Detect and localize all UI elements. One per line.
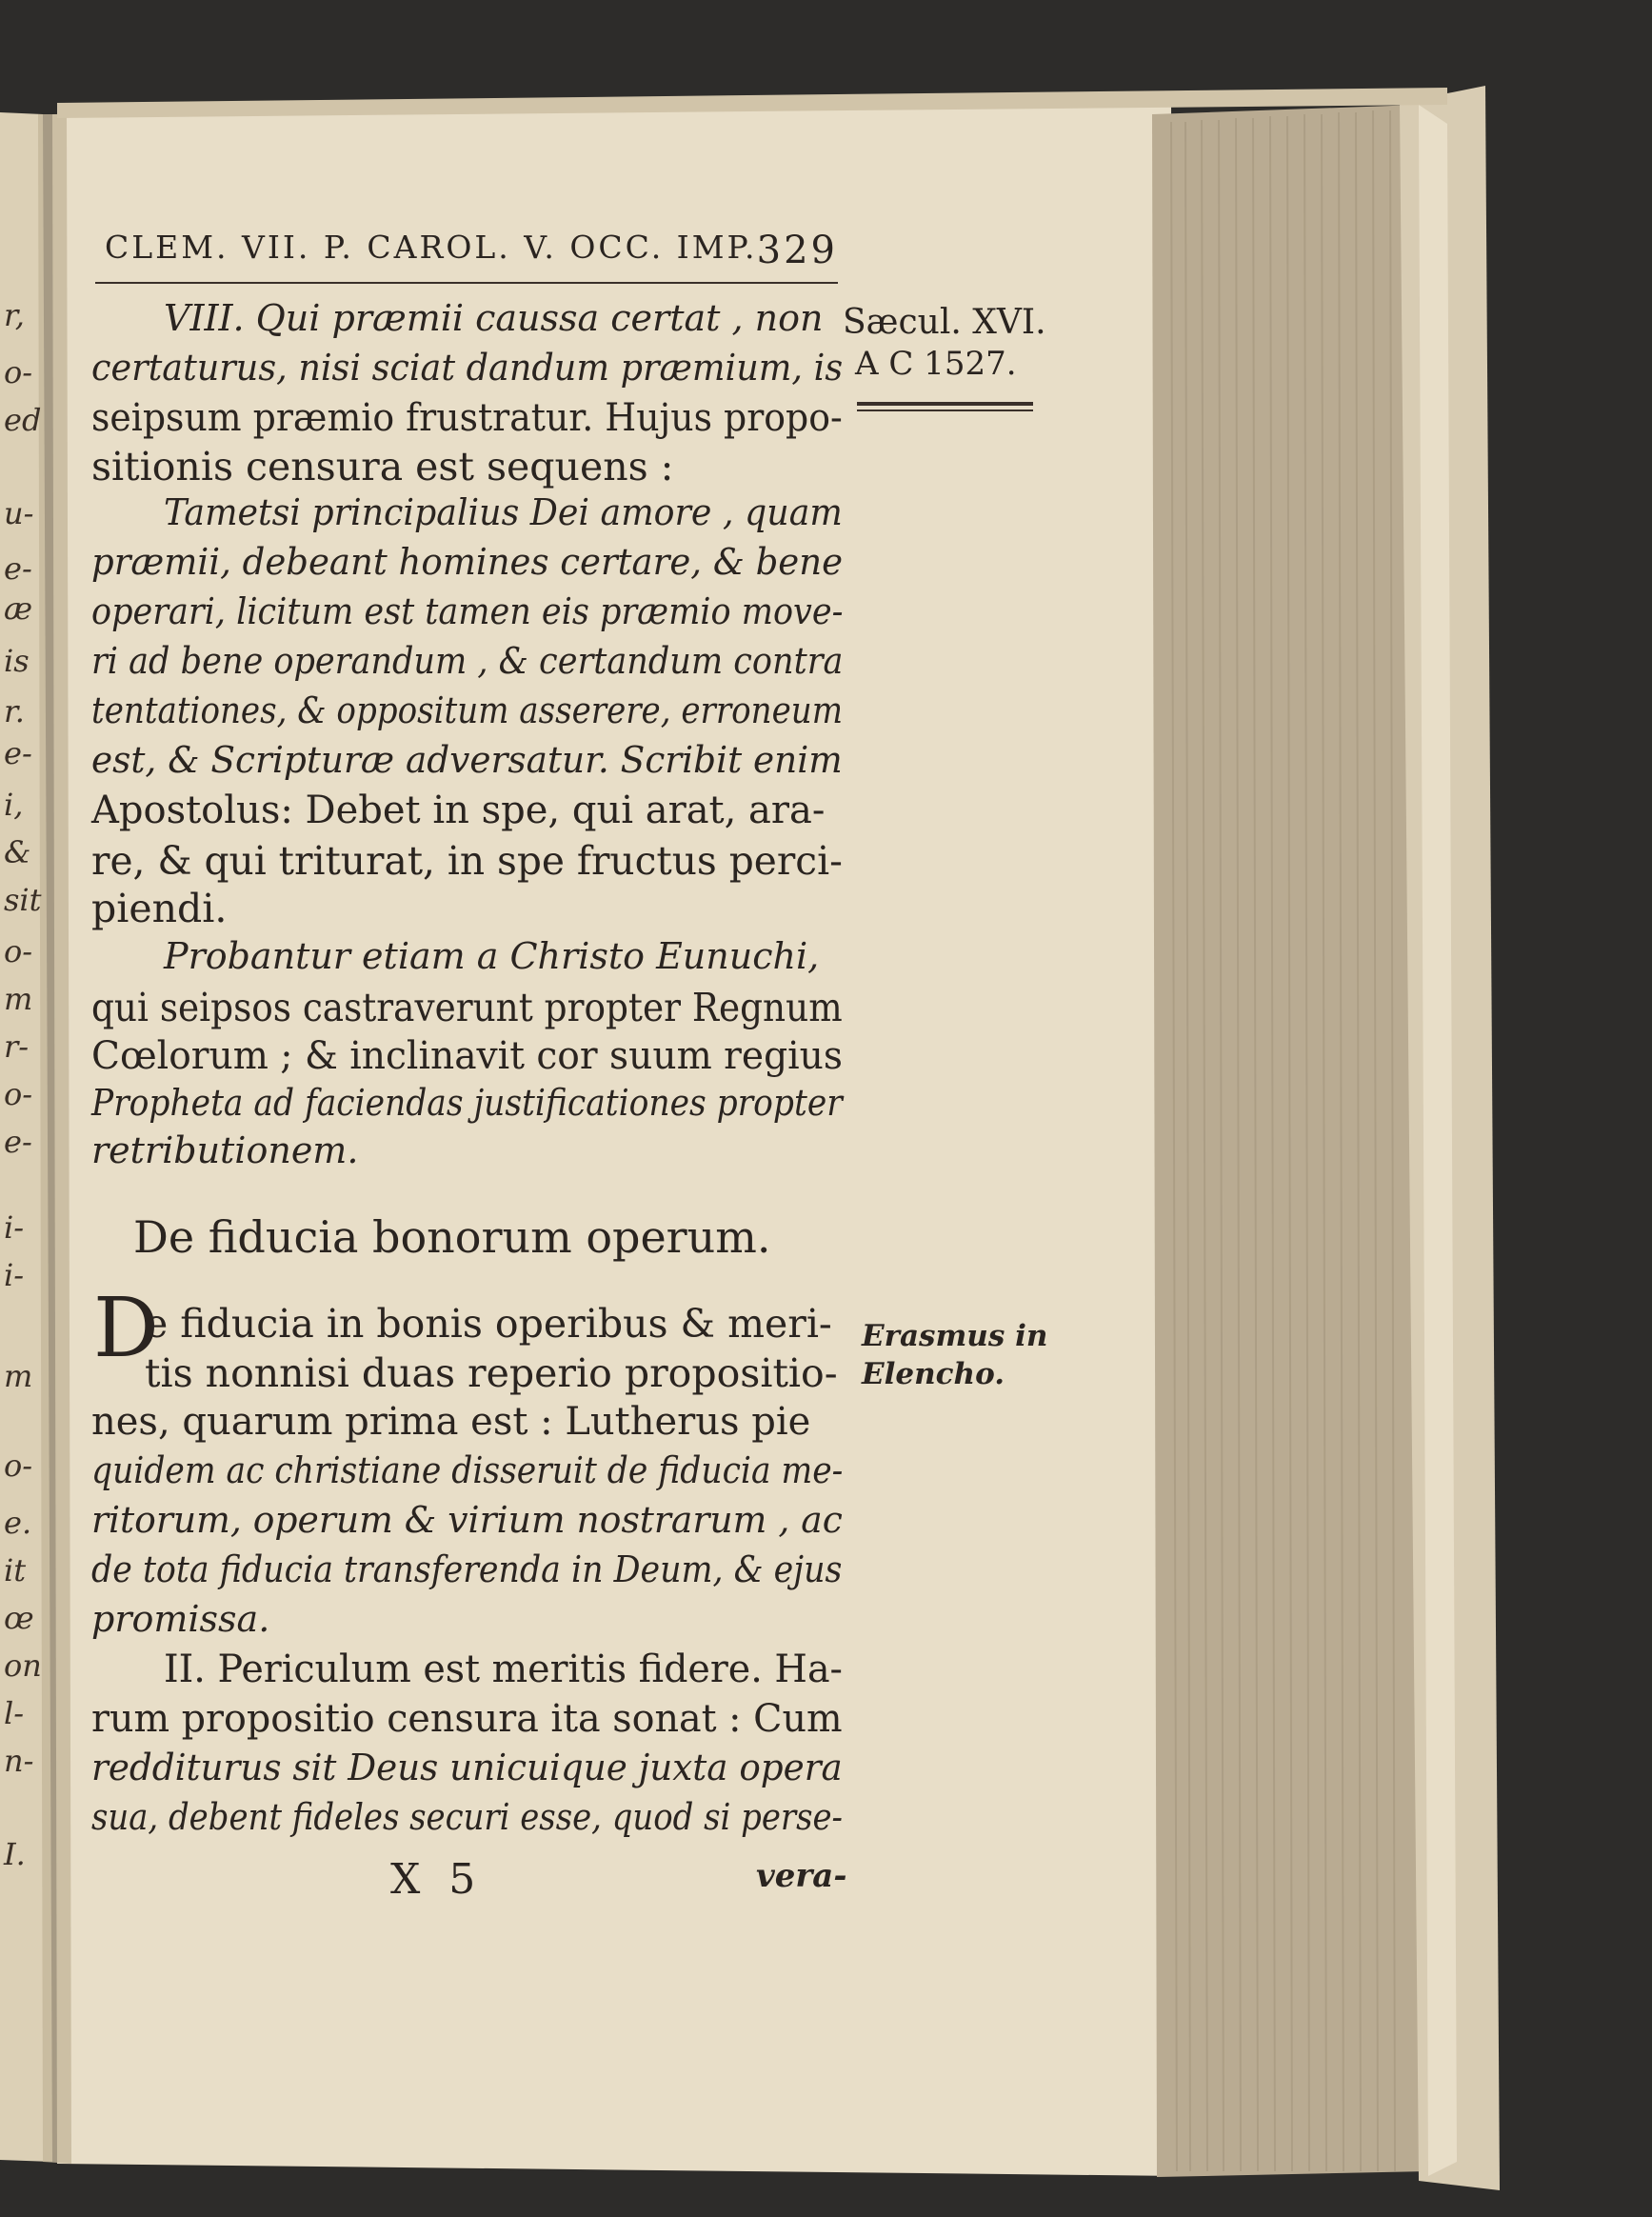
text-line: redditurus sit Deus unicuique juxta opera — [91, 1747, 843, 1788]
left-fragment: i- — [4, 1209, 25, 1246]
left-fragment: r. — [4, 693, 25, 729]
text-line: ritorum, operum & virium nostrarum , ac — [91, 1499, 843, 1541]
left-fragment: m — [4, 981, 33, 1017]
left-fragment: m — [4, 1358, 33, 1394]
catchword: vera- — [756, 1857, 847, 1895]
left-fragment: o- — [4, 1448, 33, 1484]
text-line: Propheta ad faciendas justificationes propter — [91, 1082, 843, 1124]
left-fragment: I. — [4, 1836, 26, 1872]
text-line: certaturus, nisi sciat dandum præmium, is — [91, 347, 844, 389]
left-fragment: on — [4, 1648, 42, 1684]
drop-cap: D — [93, 1281, 159, 1376]
left-fragment: r- — [4, 1029, 30, 1065]
left-fragment: o- — [4, 933, 33, 969]
left-fragment: l- — [4, 1695, 25, 1731]
left-fragment: sit — [4, 882, 42, 918]
text-line: VIII. Qui præmii caussa certat , non — [164, 297, 824, 339]
text-line: Tametsi principalius Dei amore , quam — [164, 491, 843, 533]
margin-note-elencho: Elencho. — [862, 1357, 1005, 1391]
header-rule — [95, 282, 838, 284]
left-fragment: e- — [4, 1124, 32, 1160]
text-line: retributionem. — [91, 1129, 359, 1171]
left-fragment: i- — [4, 1257, 25, 1293]
text-line: nes, quarum prima est : Lutherus pie — [91, 1400, 811, 1444]
text-line: seipsum præmio frustratur. Hujus propo- — [91, 396, 843, 440]
text-line: re, & qui triturat, in spe fructus perci- — [91, 838, 843, 884]
text-line: de tota fiducia transferenda in Deum, & ejus — [91, 1548, 843, 1590]
text-line: operari, licitum est tamen eis præmio move- — [91, 590, 844, 632]
margin-note-saeculum: Sæcul. XVI. — [843, 303, 1046, 342]
left-fragment: i, — [4, 787, 24, 823]
text-line: præmii, debeant homines certare, & bene — [91, 541, 844, 583]
margin-note-rule — [857, 409, 1033, 411]
left-fragment: is — [4, 643, 30, 679]
left-fragment: r, — [4, 297, 25, 333]
margin-note-rule — [857, 402, 1033, 406]
text-line: quidem ac christiane disseruit de fiducia me- — [91, 1449, 844, 1491]
left-fragment: e- — [4, 735, 32, 771]
text-line: Cœlorum ; & inclinavit cor suum regius — [91, 1034, 843, 1078]
left-fragment: u- — [4, 495, 34, 531]
margin-note-anno: A C 1527. — [855, 345, 1017, 383]
left-fragment: ed — [4, 402, 42, 438]
text-line: rum propositio censura ita sonat : Cum — [91, 1697, 843, 1741]
margin-note-erasmus: Erasmus in — [862, 1319, 1048, 1353]
text-line: tentationes, & oppositum asserere, erroneum — [91, 689, 844, 731]
signature-mark: X 5 — [390, 1855, 484, 1904]
text-line: sua, debent fideles securi esse, quod si perse- — [91, 1796, 844, 1838]
left-fragment: o- — [4, 354, 33, 390]
text-line: Apostolus: Debet in spe, qui arat, ara- — [91, 789, 826, 832]
left-fragment: e- — [4, 550, 32, 587]
left-fragment: e. — [4, 1505, 32, 1541]
left-fragment: & — [4, 834, 31, 870]
text-line: ri ad bene operandum , & certandum contra — [91, 640, 844, 682]
left-fragment: n- — [4, 1743, 34, 1779]
page-number: 329 — [756, 229, 838, 272]
text-line: tis nonnisi duas reperio propositio- — [145, 1350, 838, 1396]
text-line: qui seipsos castraverunt propter Regnum — [91, 985, 843, 1030]
text-line: II. Periculum est meritis fidere. Ha- — [164, 1648, 843, 1691]
text-line: piendi. — [91, 886, 228, 931]
left-fragment: it — [4, 1552, 27, 1588]
left-fragment: œ — [4, 1600, 34, 1636]
text-line: promissa. — [91, 1598, 270, 1640]
running-head-title: CLEM. VII. P. CAROL. V. OCC. IMP. — [105, 229, 758, 266]
left-fragment: o- — [4, 1076, 33, 1112]
running-head — [105, 229, 838, 272]
text-line: est, & Scripturæ adversatur. Scribit enim — [91, 739, 843, 781]
text-line: sitionis censura est sequens : — [91, 444, 674, 489]
text-line: Probantur etiam a Christo Eunuchi, — [164, 935, 820, 977]
section-heading: De fiducia bonorum operum. — [133, 1211, 771, 1263]
text-line: e fiducia in bonis operibus & meri- — [145, 1301, 832, 1347]
left-fragment: æ — [4, 590, 33, 627]
